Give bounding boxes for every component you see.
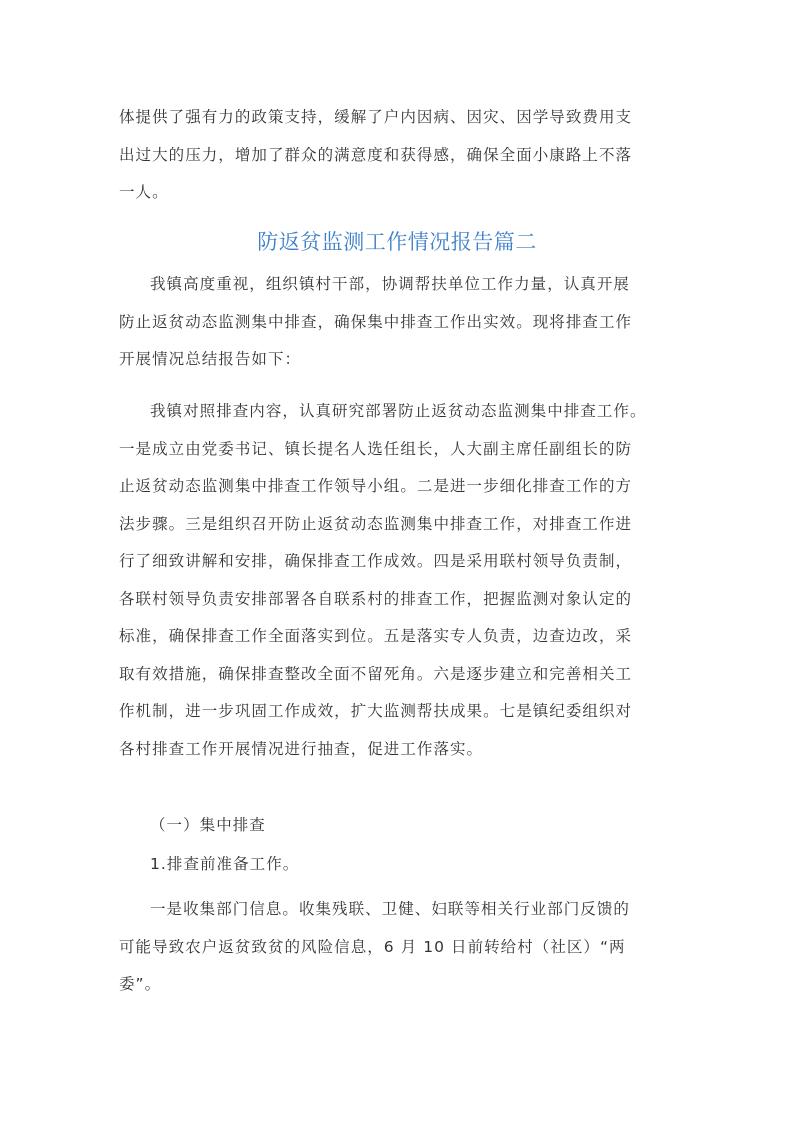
- intro-paragraph: [119, 266, 675, 379]
- text-line: 开展情况总结报告如下：: [119, 350, 302, 368]
- text-line: 止返贫动态监测集中排查工作领导小组。二是进一步细化排查工作的方: [119, 477, 633, 495]
- text-line: 取有效措施，确保排查整改全面不留死角。六是逐步建立和完善相关工: [119, 664, 633, 683]
- text-line: 委”。: [119, 975, 162, 993]
- text-line: 作机制，进一步巩固工作成效，扩大监测帮扶成果。七是镇纪委组织对: [119, 702, 633, 720]
- subheading: （一）集中排查: [150, 816, 266, 834]
- subheading: 1.排查前准备工作。: [150, 855, 300, 873]
- text-line: 我镇高度重视，组织镇村干部，协调帮扶单位工作力量，认真开展: [150, 275, 630, 293]
- text-line: 行了细致讲解和安排，确保排查工作成效。四是采用联村领导负责制，: [119, 552, 633, 570]
- text-line: 体提供了强有力的政策支持，缓解了户内因病、因灾、因学导致费用支: [119, 108, 633, 126]
- text-line: 各联村领导负责安排部署各自联系村的排查工作，把握监测对象认定的: [119, 589, 633, 608]
- text-line: 标准，确保排查工作全面落实到位。五是落实专人负责，边查边改，采: [119, 627, 633, 645]
- text-line: 出过大的压力，增加了群众的满意度和获得感，确保全面小康路上不落: [119, 145, 633, 164]
- text-line: 各村排查工作开展情况进行抽查，促进工作落实。: [119, 739, 484, 758]
- text-line: 可能导致农户返贫致贫的风险信息，6 月 10 日前转给村（社区）“两: [119, 937, 626, 956]
- section-title: 防返贫监测工作情况报告篇二: [257, 230, 537, 254]
- text-line: 一是收集部门信息。收集残联、卫健、妇联等相关行业部门反馈的: [150, 900, 630, 918]
- subheading-preparation: [119, 846, 675, 884]
- text-line: 一是成立由党委书记、镇长提名人选任组长，人大副主席任副组长的防: [119, 439, 633, 458]
- text-line: 一人。: [119, 183, 169, 201]
- text-line: 我镇对照排查内容，认真研究部署防止返贫动态监测集中排查工作。: [150, 402, 647, 420]
- text-line: 法步骤。三是组织召开防止返贫动态监测集中排查工作，对排查工作进: [119, 514, 633, 533]
- continuation-paragraph: [119, 99, 675, 212]
- measures-paragraph: [119, 393, 675, 768]
- text-line: 防止返贫动态监测集中排查，确保集中排查工作出实效。现将排查工作: [119, 312, 633, 331]
- subheading-centralized-check: [119, 807, 675, 845]
- info-collection-paragraph: [119, 891, 675, 1004]
